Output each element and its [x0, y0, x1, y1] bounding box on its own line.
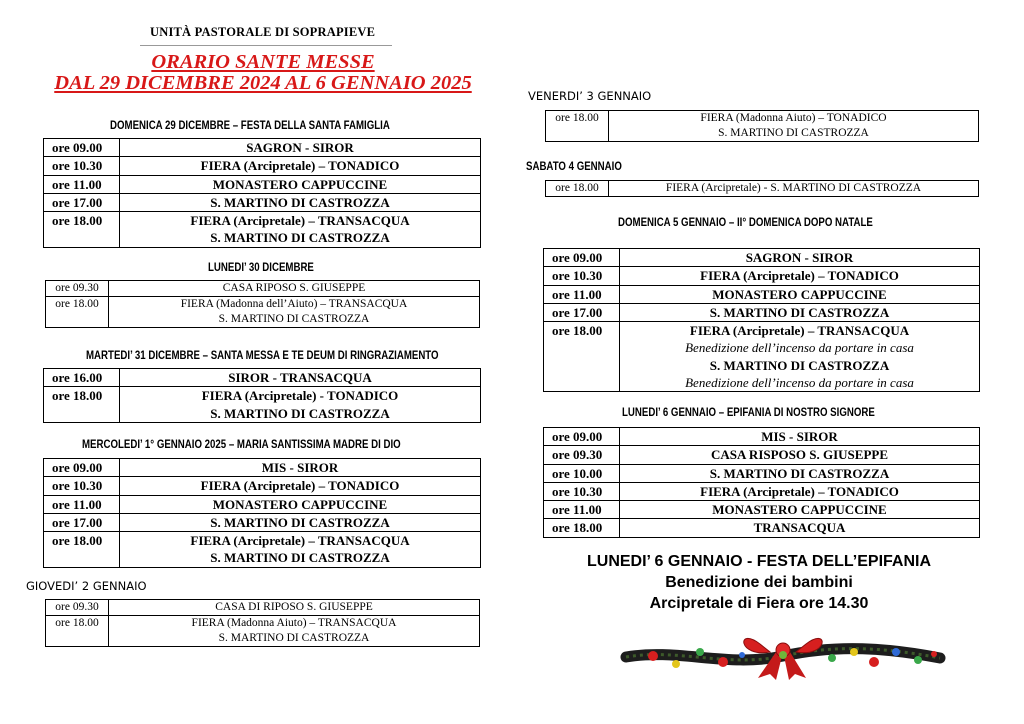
epiphany-feast-note: [549, 551, 969, 614]
mass-place: [620, 428, 980, 446]
organization-name: UNITÀ PASTORALE DI SOPRAPIEVE: [150, 25, 376, 39]
christmas-garland-icon: [618, 622, 948, 682]
day-heading-1-jan: MERCOLEDI’ 1° GENNAIO 2025 – MARIA SANTISSIMA MADRE DI DIO: [82, 437, 401, 451]
feast-line-1: LUNEDI’ 6 GENNAIO - FESTA DELL’EPIFANIA: [586, 553, 932, 570]
place-line: FIERA (Arcipretale) – TONADICO: [200, 158, 400, 174]
place-line: FIERA (Arcipretale) – TRANSACQUA: [190, 533, 410, 549]
place-line: CASA RIPOSO S. GIUSEPPE: [222, 282, 366, 294]
schedule-row: [44, 495, 481, 513]
place-line: S. MARTINO DI CASTROZZA: [218, 313, 370, 325]
schedule-row: [546, 111, 979, 142]
mass-place: [120, 513, 481, 531]
mass-place: [620, 464, 980, 482]
mass-place: [620, 446, 980, 464]
schedule-row: [44, 212, 481, 248]
schedule-table-30-dec: [45, 280, 480, 328]
mass-time: ore 09.30: [544, 446, 620, 464]
mass-place: [120, 139, 481, 157]
mass-time: ore 09.00: [44, 139, 120, 157]
mass-place: [620, 482, 980, 500]
title-line-1: ORARIO SANTE MESSE: [151, 51, 375, 73]
schedule-row: [46, 616, 480, 647]
schedule-table-1-jan: [43, 458, 481, 568]
mass-time: ore 17.00: [44, 193, 120, 211]
mass-place: [609, 111, 979, 142]
mass-time: ore 18.00: [44, 212, 120, 248]
title-line-2: DAL 29 DICEMBRE 2024 AL 6 GENNAIO 2025: [54, 72, 472, 94]
schedule-row: [44, 193, 481, 211]
mass-time: ore 10.30: [544, 267, 620, 285]
mass-time: ore 18.00: [546, 111, 609, 142]
mass-time: ore 11.00: [44, 495, 120, 513]
place-line: S. MARTINO DI CASTROZZA: [709, 357, 890, 373]
mass-place: [120, 459, 481, 477]
mass-place: [620, 303, 980, 321]
mass-time: ore 09.00: [44, 459, 120, 477]
mass-time: ore 18.00: [46, 297, 109, 328]
day-heading-29-dec: DOMENICA 29 DICEMBRE – FESTA DELLA SANTA FAMIGLIA: [110, 118, 390, 132]
mass-time: ore 16.00: [44, 369, 120, 387]
mass-place: [620, 519, 980, 537]
schedule-row: [44, 369, 481, 387]
mass-place: [620, 249, 980, 267]
schedule-row: [44, 139, 481, 157]
mass-place: [109, 616, 480, 647]
schedule-row: [544, 322, 980, 392]
mass-place: [109, 281, 480, 297]
mass-place: [120, 495, 481, 513]
mass-time: ore 17.00: [44, 513, 120, 531]
place-line: MIS - SIROR: [261, 460, 339, 475]
schedule-row: [44, 175, 481, 193]
mass-place: [609, 181, 979, 197]
day-heading-30-dec: LUNEDI’ 30 DICEMBRE: [208, 260, 314, 274]
place-line: SAGRON - SIROR: [745, 250, 854, 265]
mass-time: ore 11.00: [44, 175, 120, 193]
place-line: FIERA (Arcipretale) – TRANSACQUA: [689, 323, 910, 339]
mass-place: [620, 501, 980, 519]
mass-time: ore 09.30: [46, 600, 109, 616]
mass-time: ore 18.00: [44, 387, 120, 423]
mass-place: [620, 285, 980, 303]
mass-time: ore 10.30: [544, 482, 620, 500]
schedule-row: [544, 249, 980, 267]
schedule-row: [546, 181, 979, 197]
mass-place: [120, 157, 481, 175]
schedule-row: [44, 387, 481, 423]
mass-time: ore 10.30: [44, 477, 120, 495]
place-line: Benedizione dell’incenso da portare in casa: [685, 340, 914, 356]
mass-time: ore 18.00: [544, 519, 620, 537]
schedule-row: [544, 303, 980, 321]
place-line: FIERA (Arcipretale) – TONADICO: [700, 483, 899, 499]
place-line: S. MARTINO DI CASTROZZA: [210, 514, 390, 530]
place-line: CASA DI RIPOSO S. GIUSEPPE: [215, 601, 373, 613]
schedule-row: [544, 446, 980, 464]
place-line: MONASTERO CAPPUCCINE: [712, 502, 887, 518]
mass-place: [620, 322, 980, 392]
schedule-row: [544, 267, 980, 285]
day-heading-5-jan: DOMENICA 5 GENNAIO – II° DOMENICA DOPO NATALE: [618, 215, 873, 229]
place-line: S. MARTINO DI CASTROZZA: [210, 230, 390, 246]
mass-place: [109, 600, 480, 616]
day-heading-2-jan: GIOVEDI’ 2 GENNAIO: [26, 579, 147, 593]
place-line: MONASTERO CAPPUCCINE: [712, 286, 887, 302]
schedule-table-5-jan: [543, 248, 980, 392]
schedule-table-6-jan: [543, 427, 980, 538]
place-line: FIERA (Arcipretale) - S. MARTINO DI CASTROZZA: [665, 182, 922, 194]
place-line: MIS - SIROR: [761, 429, 838, 444]
place-line: S. MARTINO DI CASTROZZA: [210, 194, 390, 210]
mass-time: ore 10.00: [544, 464, 620, 482]
place-line: SAGRON - SIROR: [246, 140, 354, 155]
mass-place: [120, 387, 481, 423]
place-line: Benedizione dell’incenso da portare in casa: [685, 375, 914, 391]
mass-time: ore 18.00: [44, 532, 120, 568]
mass-place: [120, 369, 481, 387]
mass-place: [120, 212, 481, 248]
mass-place: [120, 175, 481, 193]
mass-place: [120, 193, 481, 211]
place-line: SIROR - TRANSACQUA: [228, 370, 372, 385]
day-heading-4-jan: SABATO 4 GENNAIO: [526, 159, 622, 173]
schedule-row: [44, 459, 481, 477]
schedule-row: [44, 157, 481, 175]
mass-time: ore 18.00: [46, 616, 109, 647]
place-line: FIERA (Arcipretale) – TONADICO: [200, 478, 400, 494]
mass-time: ore 09.30: [46, 281, 109, 297]
place-line: FIERA (Madonna Aiuto) – TONADICO: [700, 112, 887, 124]
place-line: MONASTERO CAPPUCCINE: [212, 496, 388, 512]
schedule-row: [544, 519, 980, 537]
title-divider: [140, 45, 392, 46]
feast-line-3: Arcipretale di Fiera ore 14.30: [649, 595, 869, 612]
day-heading-3-jan: VENERDI’ 3 GENNAIO: [528, 89, 652, 103]
mass-place: [120, 532, 481, 568]
mass-time: ore 09.00: [544, 249, 620, 267]
schedule-row: [544, 501, 980, 519]
mass-time: ore 18.00: [546, 181, 609, 197]
mass-place: [120, 477, 481, 495]
place-line: S. MARTINO DI CASTROZZA: [218, 632, 370, 644]
schedule-row: [544, 482, 980, 500]
day-heading-31-dec: MARTEDI’ 31 DICEMBRE – SANTA MESSA E TE DEUM DI RINGRAZIAMENTO: [86, 348, 439, 362]
schedule-row: [544, 285, 980, 303]
place-line: FIERA (Madonna Aiuto) – TRANSACQUA: [191, 617, 397, 629]
mass-time: ore 10.30: [44, 157, 120, 175]
page-title: [40, 52, 486, 94]
place-line: FIERA (Arcipretale) – TRANSACQUA: [190, 213, 410, 229]
schedule-row: [44, 513, 481, 531]
mass-time: ore 09.00: [544, 428, 620, 446]
mass-time: ore 11.00: [544, 501, 620, 519]
schedule-table-2-jan: [45, 599, 480, 647]
schedule-row: [44, 477, 481, 495]
place-line: S. MARTINO DI CASTROZZA: [210, 550, 390, 566]
schedule-table-3-jan: [545, 110, 979, 142]
place-line: TRANSACQUA: [753, 520, 846, 536]
place-line: MONASTERO CAPPUCCINE: [212, 176, 388, 192]
day-heading-6-jan: LUNEDI’ 6 GENNAIO – EPIFANIA DI NOSTRO SIGNORE: [622, 405, 875, 419]
place-line: S. MARTINO DI CASTROZZA: [210, 405, 390, 421]
schedule-row: [544, 464, 980, 482]
feast-line-2: Benedizione dei bambini: [665, 574, 853, 591]
schedule-table-29-dec: [43, 138, 481, 248]
mass-time: ore 18.00: [544, 322, 620, 392]
mass-place: [620, 267, 980, 285]
mass-time: ore 11.00: [544, 285, 620, 303]
mass-place: [109, 297, 480, 328]
schedule-table-31-dec: [43, 368, 481, 423]
place-line: S. MARTINO DI CASTROZZA: [709, 465, 890, 481]
place-line: FIERA (Arcipretale) – TONADICO: [700, 268, 899, 284]
schedule-row: [46, 600, 480, 616]
place-line: S. MARTINO DI CASTROZZA: [718, 127, 869, 139]
schedule-table-4-jan: [545, 180, 979, 197]
place-line: FIERA (Madonna dell’Aiuto) – TRANSACQUA: [180, 298, 408, 310]
place-line: FIERA (Arcipretale) - TONADICO: [201, 388, 399, 404]
schedule-row: [44, 532, 481, 568]
schedule-row: [544, 428, 980, 446]
place-line: CASA RISPOSO S. GIUSEPPE: [711, 447, 888, 463]
schedule-row: [46, 297, 480, 328]
schedule-row: [46, 281, 480, 297]
mass-time: ore 17.00: [544, 303, 620, 321]
place-line: S. MARTINO DI CASTROZZA: [709, 304, 890, 320]
